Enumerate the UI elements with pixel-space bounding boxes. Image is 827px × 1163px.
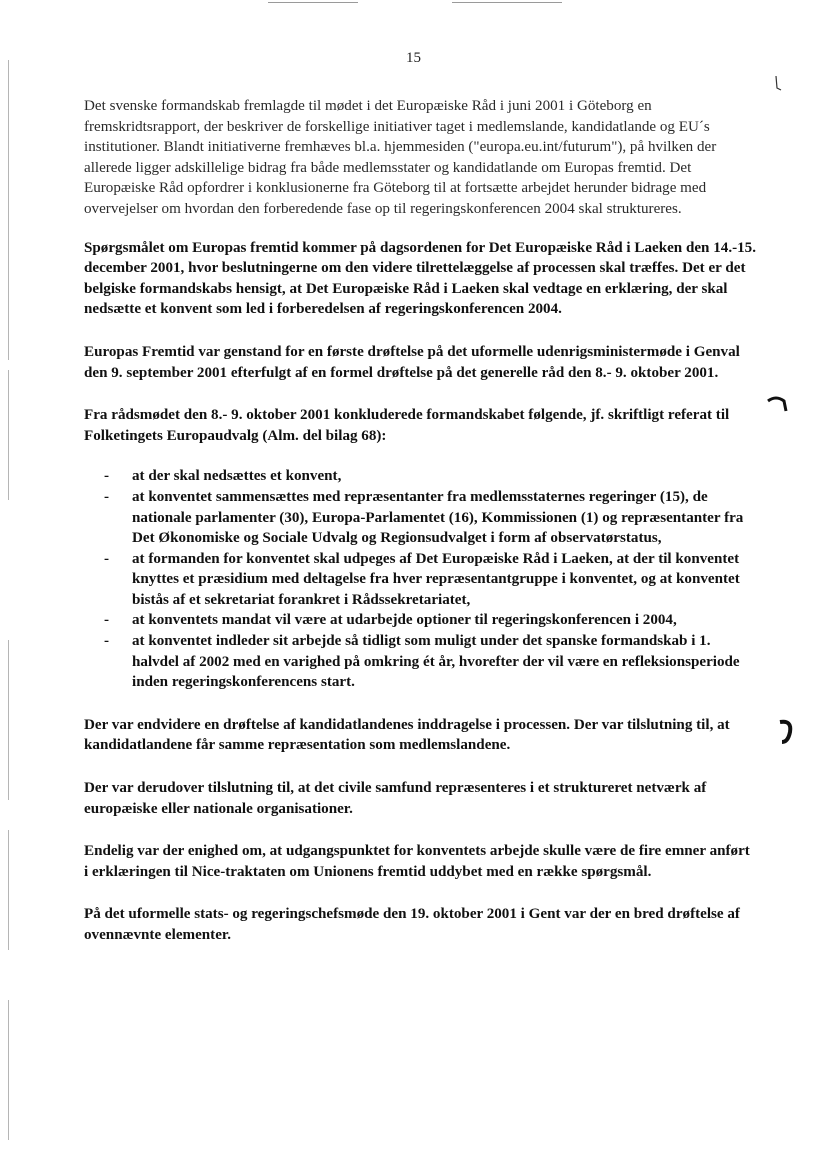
bullet-marker: - xyxy=(104,612,110,629)
scan-artifact-line xyxy=(268,2,358,3)
scan-artifact-edge xyxy=(8,60,9,360)
paragraph: Der var derudover tilslutning til, at det civile samfund repræsenteres i et struktureret netværk af europæiske eller nationale organisationer. xyxy=(84,780,707,817)
scan-artifact-edge xyxy=(8,640,9,800)
bullet-marker: - xyxy=(104,633,110,650)
list-item-text: at konventets mandat vil være at udarbejde optioner til regeringskonferencen i 2004, xyxy=(132,612,677,629)
list-item-text: at konventet sammensættes med repræsentanter fra medlemsstaternes regeringer (15), de nationale parlamenter (30), Europa-Parlamentet (16), Kommissionen (1) og repræsentanter fra Det Økonomiske og Sociale Udvalg og Regionsudvalget i form af observatørstatus, xyxy=(132,488,744,547)
paragraph: Det svenske formandskab fremlagde til mødet i det Europæiske Råd i juni 2001 i Göteborg en fremskridtsrapport, der beskriver de forskellige initiativer taget i medlemslande, kandidatlande og EU´s institutioner. Blandt initiativerne fremhæves bl.a. hjemmesiden ("europa.eu.int/futurum"), på hvilken der allerede ligger adskillelige bidrag fra både medlemsstater og kandidatlande om Europas fremtid. Det Europæiske Råd opfordrer i konklusionerne fra Göteborg til at fortsætte arbejdet herunder bidrage med overvejelser om hvordan den forberedende fase op til regeringskonferencen 2004 skal struktureres. xyxy=(84,98,717,217)
paragraph: Spørgsmålet om Europas fremtid kommer på dagsordenen for Det Europæiske Råd i Laeken den 14.-15. december 2001, hvor beslutningerne om den videre tilrettelæggelse af processen skal træffes. Det er det belgiske formandskabs hensigt, at Det Europæiske Råd i Laeken skal vedtage en erklæring, der skal nedsætte et konvent som led i forberedelsen af regeringskonferencen 2004. xyxy=(84,239,756,318)
scan-artifact-edge xyxy=(8,370,9,500)
page-number: 15 xyxy=(406,50,421,66)
paragraph: På det uformelle stats- og regeringschefsmøde den 19. oktober 2001 i Gent var der en bred drøftelse af ovennævnte elementer. xyxy=(84,906,740,943)
scan-artifact-line xyxy=(452,2,562,3)
list-item-text: at formanden for konventet skal udpeges af Det Europæiske Råd i Laeken, at der til konventet knyttes et præsidium med deltagelse fra hver repræsentantgruppe i konventet, og at konventet bistås af et sekretariat forankret i Rådssekretariatet, xyxy=(132,550,740,608)
scan-artifact-mark xyxy=(776,718,798,746)
paragraph: Der var endvidere en drøftelse af kandidatlandenes inddragelse i processen. Der var tilslutning til, at kandidatlandene får samme repræsentation som medlemslandene. xyxy=(84,716,730,754)
bullet-marker: - xyxy=(104,468,110,485)
scan-artifact-mark xyxy=(772,74,784,96)
list-item xyxy=(84,631,756,693)
paragraph: Europas Fremtid var genstand for en første drøftelse på det uformelle udenrigsministermøde i Genval den 9. september 2001 efterfulgt af en formel drøftelse på det generelle råd den 8.- 9. oktober 2001. xyxy=(84,343,740,381)
list-item xyxy=(84,610,756,631)
scan-artifact-mark xyxy=(766,393,790,415)
paragraph: Fra rådsmødet den 8.- 9. oktober 2001 konkluderede formandskabet følgende, jf. skriftligt referat til Folketingets Europaudvalg (Alm. del bilag 68): xyxy=(84,407,730,444)
bullet-marker: - xyxy=(104,488,110,505)
document-body xyxy=(84,96,756,968)
scan-artifact-edge xyxy=(8,1000,9,1140)
paragraph: Endelig var der enighed om, at udgangspunktet for konventets arbejde skulle være de fire emner anført i erklæringen til Nice-traktaten om Unionens fremtid uddybet med en række spørgsmål. xyxy=(84,843,750,880)
bullet-marker: - xyxy=(104,550,110,567)
list-item xyxy=(84,487,756,549)
list-item-text: at konventet indleder sit arbejde så tidligt som muligt under det spanske formandskab i 1. halvdel af 2002 med en varighed på omkring ét år, hvorefter der vil være en refleksionsperiode inden regeringskonferencens start. xyxy=(132,633,740,691)
bullet-list xyxy=(84,466,756,693)
list-item xyxy=(84,549,756,611)
list-item xyxy=(84,466,756,487)
scan-artifact-edge xyxy=(8,830,9,950)
list-item-text: at der skal nedsættes et konvent, xyxy=(132,468,342,485)
